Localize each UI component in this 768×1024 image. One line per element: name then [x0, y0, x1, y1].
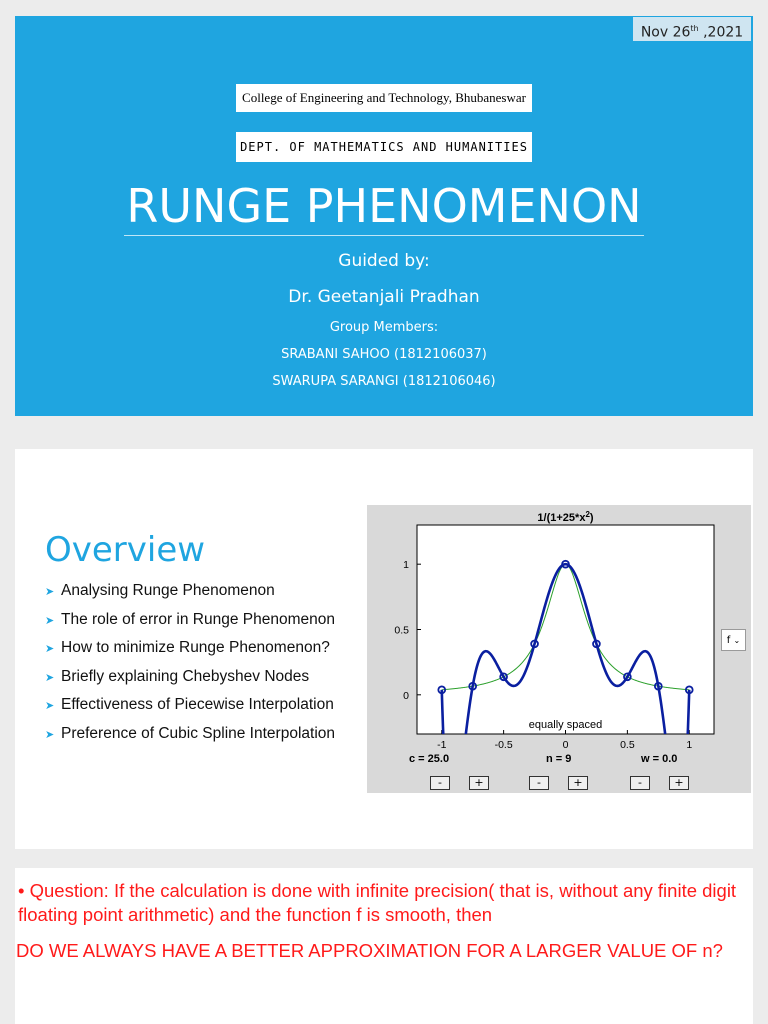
- chart-title: $1/(1+25*x^2)$: [537, 510, 594, 524]
- runge-chart: [367, 505, 751, 793]
- y-tick-label: 1: [403, 559, 409, 572]
- date-label: Nov 26th ,2021: [633, 17, 751, 41]
- guided-by-label: Guided by:: [338, 251, 430, 271]
- bullet-item: ➤ Preference of Cubic Spline Interpolation: [45, 721, 335, 750]
- x-tick-label: -1: [437, 739, 447, 751]
- x-tick-label: 1: [686, 739, 693, 751]
- college-name: College of Engineering and Technology, Bhubaneswar: [236, 84, 532, 112]
- member-1: SRABANI SAHOO (1812106037): [281, 347, 487, 362]
- arrow-bullet-icon: ➤: [45, 728, 55, 741]
- member-2: SWARUPA SARANGI (1812106046): [272, 374, 496, 389]
- arrow-bullet-icon: ➤: [45, 586, 55, 598]
- n-decrease-button[interactable]: -: [529, 776, 549, 790]
- arrow-bullet-icon: ➤: [45, 614, 55, 627]
- bullet-item: ➤ How to minimize Runge Phenomenon?: [45, 635, 335, 664]
- x-tick-label: 0: [562, 739, 569, 751]
- w-increase-button[interactable]: +: [669, 776, 689, 790]
- arrow-bullet-icon: ➤: [45, 700, 55, 712]
- chevron-down-icon: ⌄: [733, 636, 741, 645]
- function-select[interactable]: f ⌄: [721, 629, 746, 651]
- runge-figure: [367, 505, 751, 793]
- bullet-item: ➤ Effectiveness of Piecewise Interpolation: [45, 692, 335, 721]
- bullet-item: ➤ The role of error in Runge Phenomenon: [45, 607, 335, 636]
- question-text: • Question: If the calculation is done with infinite precision( that is, without any finite digit floating point arithmetic) and the function f is smooth, then: [18, 880, 737, 925]
- overview-heading: Overview: [45, 530, 206, 570]
- presentation-title: RUNGE PHENOMENON: [126, 179, 642, 233]
- bullet-item: ➤ Analysing Runge Phenomenon: [45, 578, 335, 607]
- x-tick-label: -0.5: [494, 739, 513, 751]
- w-value-label: w = 0.0: [641, 753, 678, 765]
- question-emphasis: DO WE ALWAYS HAVE A BETTER APPROXIMATION FOR A LARGER VALUE OF n?: [16, 940, 723, 961]
- arrow-bullet-icon: ➤: [45, 643, 55, 655]
- department-name: DEPT. OF MATHEMATICS AND HUMANITIES: [236, 132, 532, 162]
- chart-annotation: equally spaced: [528, 719, 603, 731]
- n-increase-button[interactable]: +: [568, 776, 588, 790]
- c-value-label: c = 25.0: [409, 753, 450, 765]
- c-decrease-button[interactable]: -: [430, 776, 450, 790]
- guide-name: Dr. Geetanjali Pradhan: [288, 287, 480, 307]
- n-value-label: n = 9: [546, 753, 572, 765]
- plot-area: [417, 525, 714, 734]
- w-decrease-button[interactable]: -: [630, 776, 650, 790]
- c-increase-button[interactable]: +: [469, 776, 489, 790]
- y-tick-label: 0.5: [394, 624, 409, 637]
- x-tick-label: 0.5: [620, 739, 635, 751]
- arrow-bullet-icon: ➤: [45, 671, 55, 684]
- title-underline: [124, 235, 644, 236]
- overview-bullet-list: [45, 578, 335, 749]
- bullet-item: ➤ Briefly explaining Chebyshev Nodes: [45, 664, 335, 693]
- group-members-label: Group Members:: [329, 320, 439, 335]
- y-tick-label: 0: [403, 689, 409, 702]
